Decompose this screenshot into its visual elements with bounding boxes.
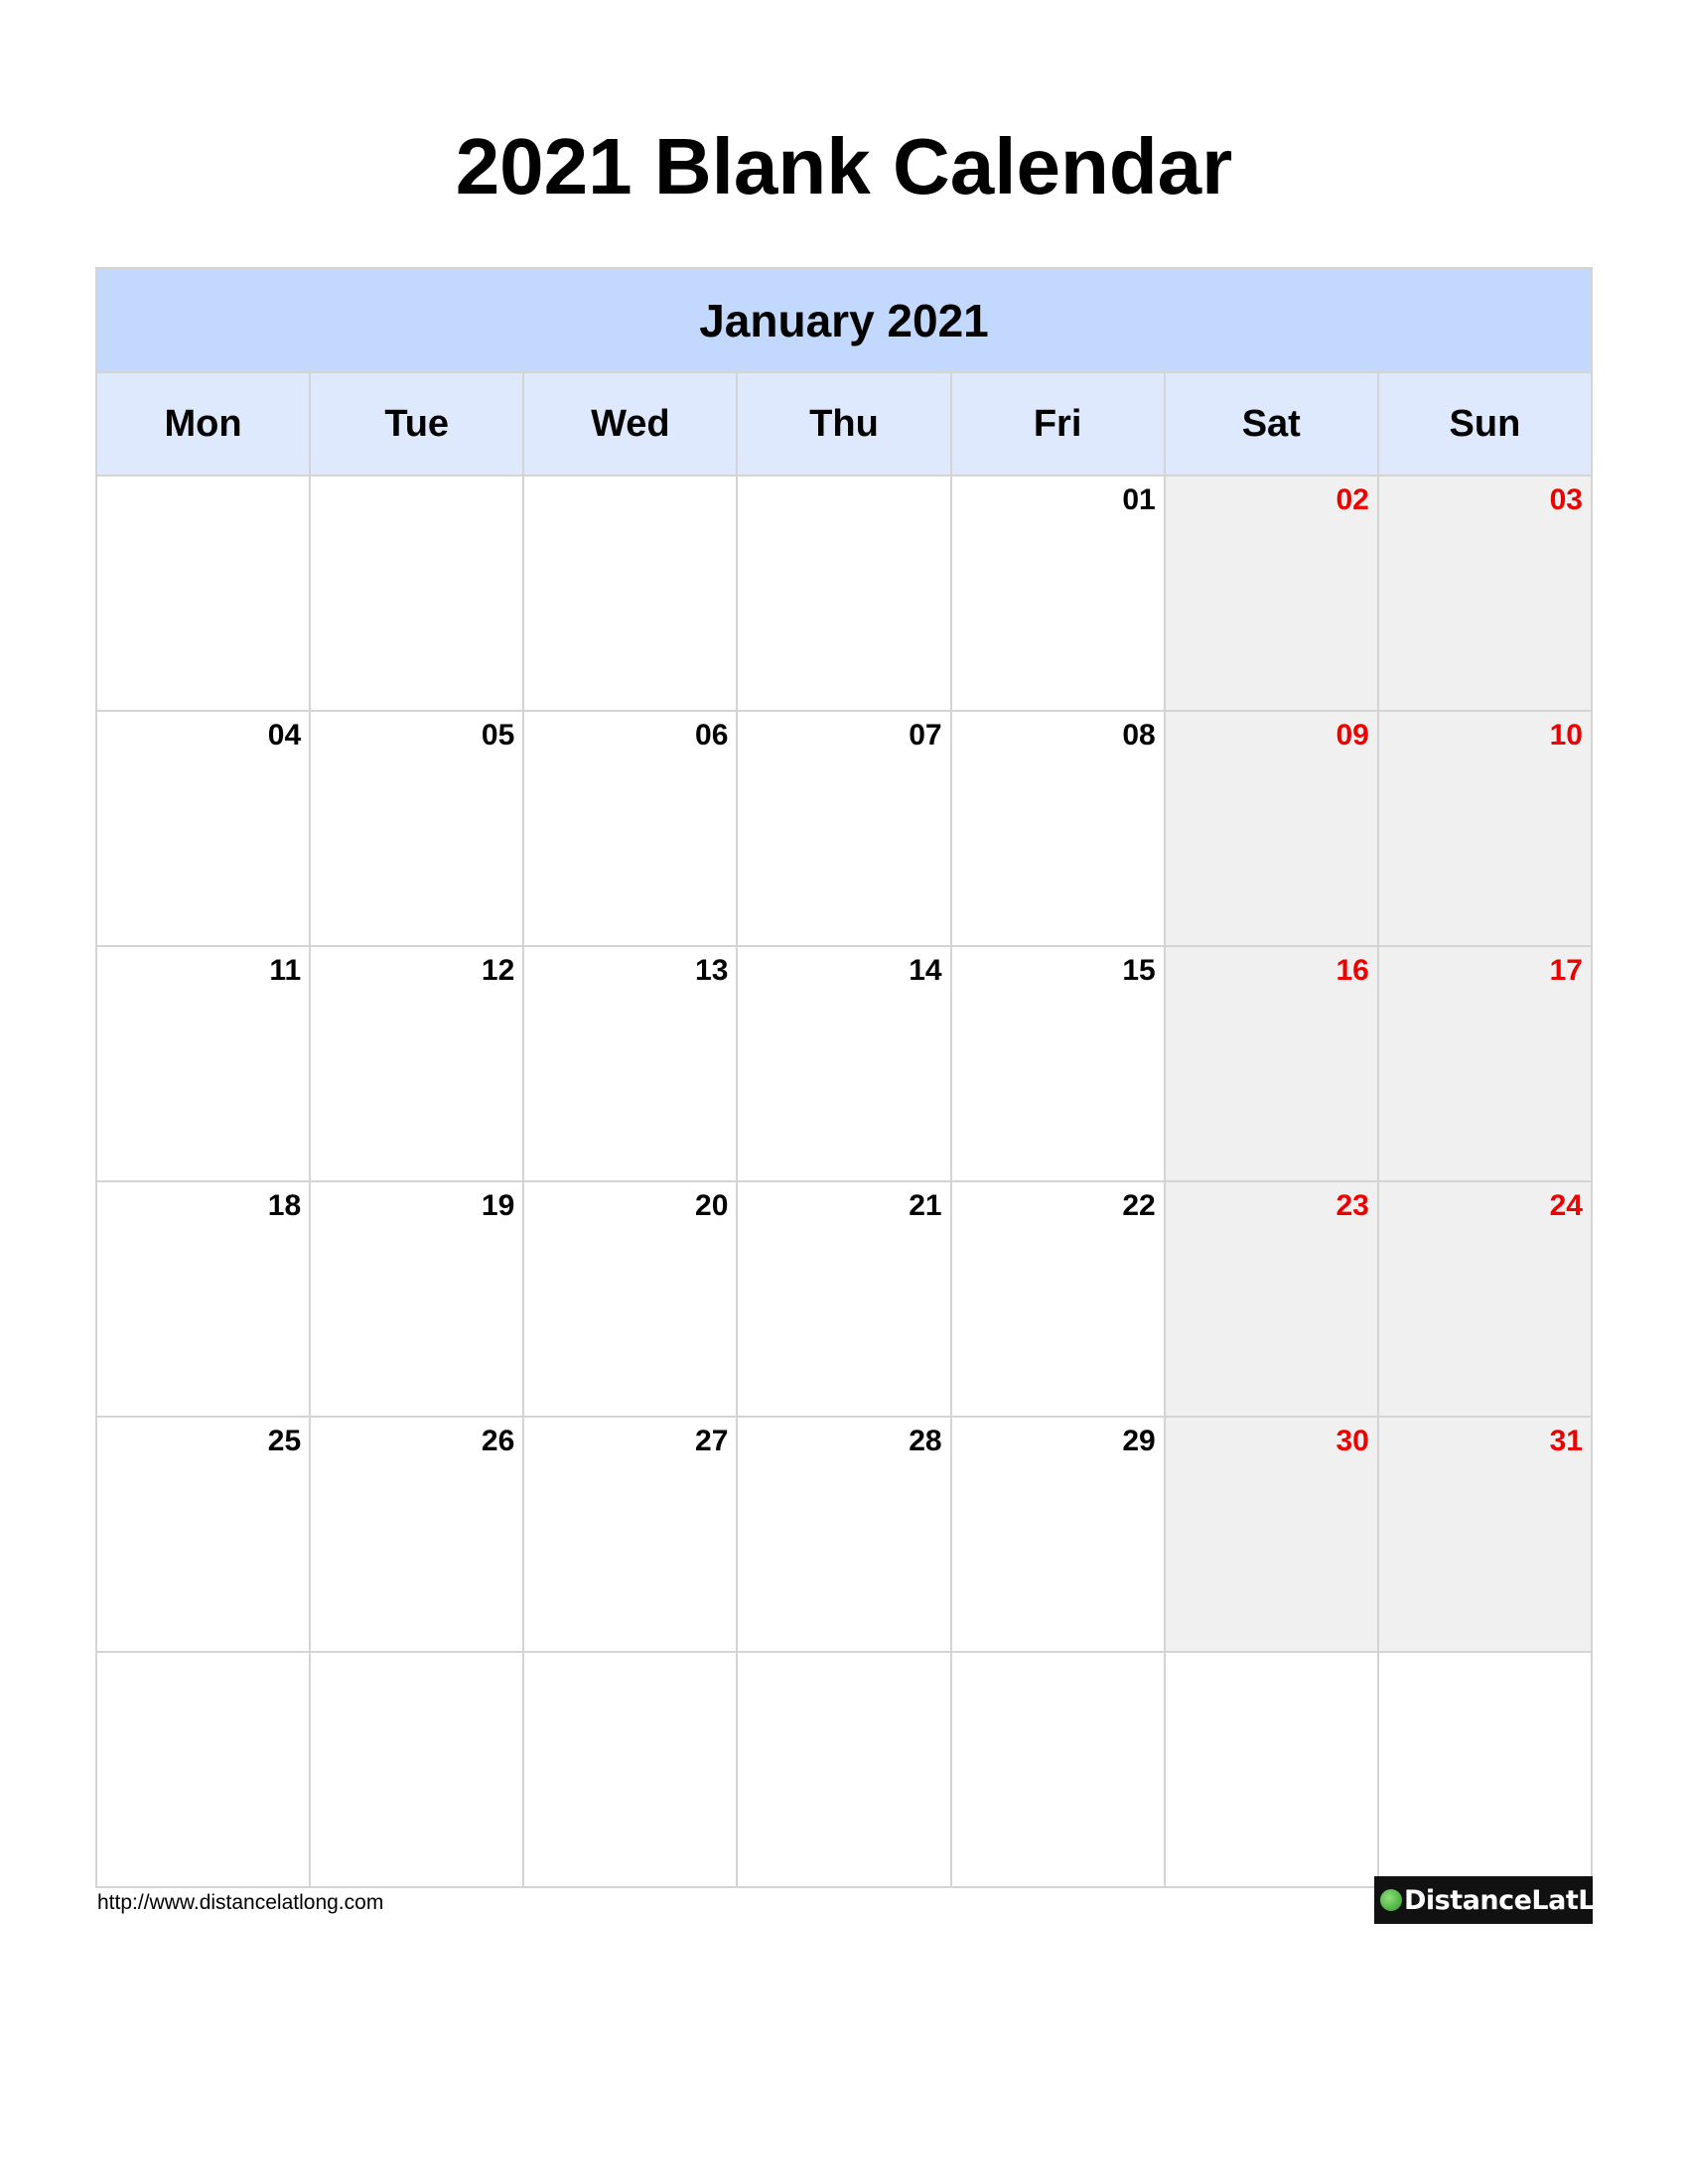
day-cell xyxy=(1166,1418,1379,1651)
day-cell xyxy=(1166,477,1379,710)
weekday-wed: Wed xyxy=(524,373,738,475)
day-number: 23 xyxy=(1336,1189,1369,1222)
weekday-thu: Thu xyxy=(738,373,951,475)
weekday-sat: Sat xyxy=(1166,373,1379,475)
day-cell xyxy=(738,1182,951,1416)
month-title: January 2021 xyxy=(97,269,1591,373)
day-number: 07 xyxy=(909,719,942,751)
footer-url: http://www.distancelatlong.com xyxy=(97,1891,384,1914)
day-cell xyxy=(738,1418,951,1651)
weekday-mon: Mon xyxy=(97,373,311,475)
day-cell xyxy=(524,947,738,1180)
week-row xyxy=(97,947,1591,1182)
day-cell xyxy=(311,1418,524,1651)
day-number: 17 xyxy=(1549,954,1583,987)
day-cell xyxy=(738,712,951,945)
day-number: 16 xyxy=(1336,954,1369,987)
day-number: 26 xyxy=(481,1425,515,1457)
day-number: 15 xyxy=(1122,954,1156,987)
day-cell xyxy=(1166,1182,1379,1416)
day-number: 28 xyxy=(909,1425,942,1457)
day-cell xyxy=(311,947,524,1180)
day-cell xyxy=(1166,712,1379,945)
day-cell xyxy=(738,477,951,710)
day-cell xyxy=(1379,477,1591,710)
weekday-header-row xyxy=(97,373,1591,477)
day-cell xyxy=(97,712,311,945)
day-number: 19 xyxy=(481,1189,515,1222)
weekday-tue: Tue xyxy=(311,373,524,475)
day-number: 04 xyxy=(267,719,302,751)
week-row xyxy=(97,712,1591,947)
weekday-sun: Sun xyxy=(1449,402,1521,445)
day-number: 06 xyxy=(695,719,729,751)
day-cell xyxy=(524,1182,738,1416)
day-number: 22 xyxy=(1122,1189,1156,1222)
globe-icon xyxy=(1380,1889,1402,1911)
day-cell xyxy=(952,712,1166,945)
day-number: 27 xyxy=(695,1425,729,1457)
week-row xyxy=(97,477,1591,712)
day-cell xyxy=(524,477,738,710)
day-number: 01 xyxy=(1122,483,1156,516)
day-cell xyxy=(97,1418,311,1651)
day-number: 20 xyxy=(695,1189,729,1222)
day-cell xyxy=(311,1653,524,1886)
day-number: 31 xyxy=(1549,1425,1583,1457)
day-cell xyxy=(952,947,1166,1180)
week-row xyxy=(97,1653,1591,1886)
day-cell xyxy=(524,1653,738,1886)
day-cell xyxy=(1379,1418,1591,1651)
day-cell xyxy=(1379,712,1591,945)
day-number: 10 xyxy=(1549,719,1583,751)
week-row xyxy=(97,1182,1591,1418)
day-cell xyxy=(311,1182,524,1416)
day-number: 24 xyxy=(1549,1189,1583,1222)
day-cell xyxy=(738,947,951,1180)
day-number: 09 xyxy=(1336,719,1369,751)
day-number: 14 xyxy=(909,954,942,987)
day-cell xyxy=(311,477,524,710)
day-number: 02 xyxy=(1336,483,1369,516)
day-number: 08 xyxy=(1122,719,1156,751)
day-cell xyxy=(1379,1182,1591,1416)
day-cell xyxy=(1166,1653,1379,1886)
day-cell xyxy=(97,947,311,1180)
day-number: 21 xyxy=(909,1189,942,1222)
weekday-fri: Fri xyxy=(952,373,1166,475)
day-cell xyxy=(1379,947,1591,1180)
day-number: 13 xyxy=(695,954,729,987)
day-cell xyxy=(311,712,524,945)
day-cell xyxy=(952,1418,1166,1651)
day-cell xyxy=(1379,1653,1591,1886)
day-cell xyxy=(524,1418,738,1651)
day-number: 30 xyxy=(1336,1425,1369,1457)
day-number: 25 xyxy=(267,1425,302,1457)
day-cell xyxy=(952,1182,1166,1416)
day-cell xyxy=(97,477,311,710)
calendar-body xyxy=(97,477,1591,1886)
day-number: 12 xyxy=(481,954,515,987)
day-cell xyxy=(97,1653,311,1886)
day-cell xyxy=(952,1653,1166,1886)
logo-text: DistanceLatLong xyxy=(1404,1884,1650,1916)
day-cell xyxy=(97,1182,311,1416)
brand-logo xyxy=(1374,1876,1650,1924)
week-row xyxy=(97,1418,1591,1653)
page-title: 2021 Blank Calendar xyxy=(455,122,1233,210)
day-cell xyxy=(524,712,738,945)
day-number: 11 xyxy=(269,954,302,987)
day-number: 29 xyxy=(1122,1425,1156,1457)
calendar-table xyxy=(95,267,1593,1888)
day-number: 18 xyxy=(267,1189,302,1222)
day-cell xyxy=(1166,947,1379,1180)
day-number: 03 xyxy=(1549,483,1583,516)
day-cell xyxy=(738,1653,951,1886)
day-cell xyxy=(952,477,1166,710)
day-number: 05 xyxy=(481,719,515,751)
